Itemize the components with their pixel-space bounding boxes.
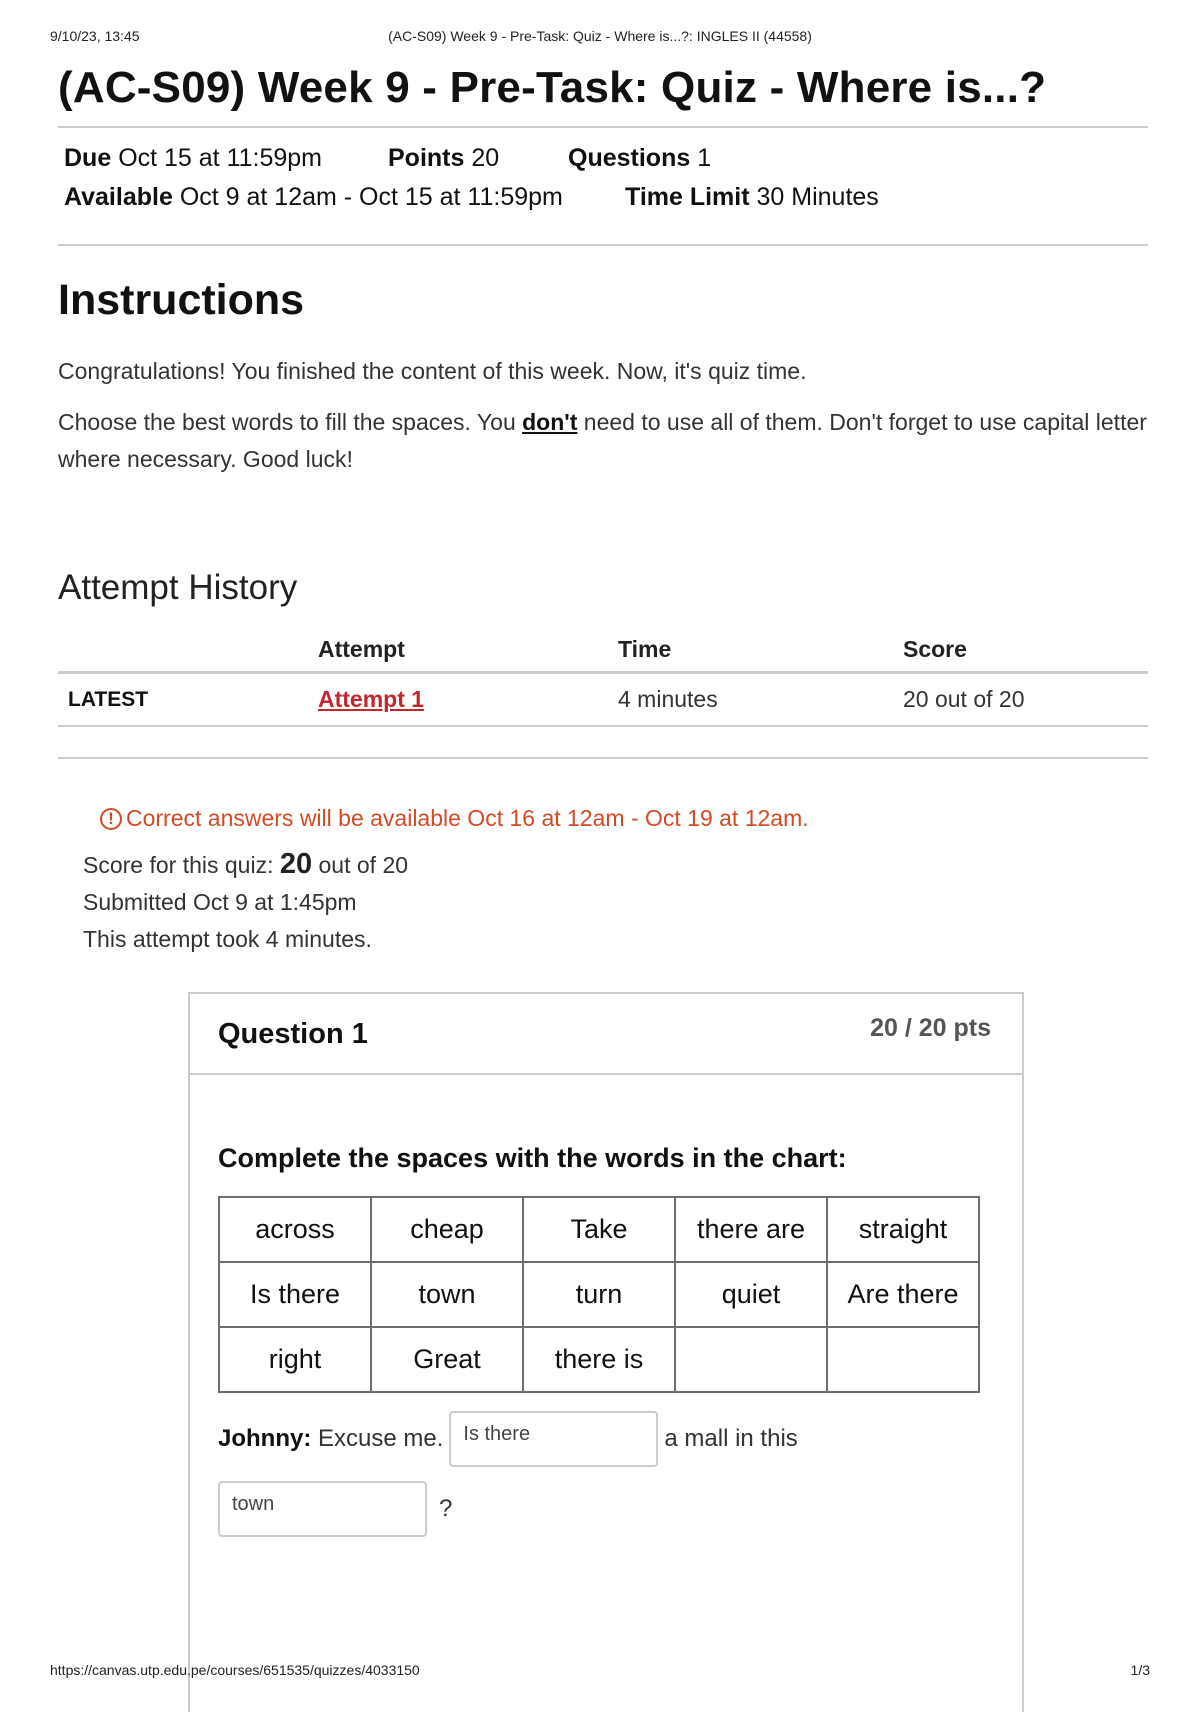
question-prompt: Complete the spaces with the words in the chart: — [218, 1143, 847, 1173]
time-limit-value: 30 Minutes — [756, 183, 879, 211]
word-chart-row — [219, 1327, 979, 1392]
page-title: (AC-S09) Week 9 - Pre-Task: Quiz - Where is...? — [58, 63, 1047, 112]
column-header-attempt: Attempt — [308, 630, 608, 673]
points-value: 20 — [471, 144, 500, 172]
time-cell: 4 minutes — [608, 673, 893, 727]
word-cell: cheap — [371, 1197, 523, 1262]
score-prefix: Score for this quiz: — [83, 852, 280, 878]
word-cell: across — [219, 1197, 371, 1262]
duration-line: This attempt took 4 minutes. — [83, 926, 372, 952]
word-cell — [675, 1327, 827, 1392]
instructions-paragraph-2 — [58, 404, 1148, 478]
print-header — [50, 28, 1150, 48]
quiz-details — [58, 128, 1148, 234]
available-label: Available — [64, 183, 173, 211]
attempt-cell — [308, 673, 608, 727]
dialog-text: a mall in this — [664, 1425, 798, 1452]
questions-detail — [568, 144, 711, 173]
word-cell: Are there — [827, 1262, 979, 1327]
time-limit-label: Time Limit — [625, 183, 750, 211]
answer-field-2[interactable]: town — [218, 1481, 427, 1537]
questions-value: 1 — [697, 144, 712, 172]
column-header — [58, 630, 308, 673]
instructions-paragraph-1: Congratulations! You finished the content of this week. Now, it's quiz time. — [58, 358, 807, 384]
print-footer — [50, 1662, 1150, 1678]
print-document-title: (AC-S09) Week 9 - Pre-Task: Quiz - Where is...?: INGLES II (44558) — [388, 28, 812, 44]
score-suffix: out of 20 — [312, 852, 409, 878]
page-number: 1/3 — [1130, 1662, 1150, 1678]
attempt-1-link[interactable]: Attempt 1 — [318, 686, 425, 712]
score-value: 20 — [279, 848, 313, 880]
word-chart — [218, 1196, 980, 1393]
column-header-time: Time — [608, 630, 893, 673]
available-value: Oct 9 at 12am - Oct 15 at 11:59pm — [179, 183, 563, 211]
due-detail — [64, 144, 322, 173]
question-points: 20 / 20 pts — [870, 1014, 991, 1042]
question-body — [190, 1143, 1022, 1537]
dialog-line-1 — [218, 1411, 994, 1467]
time-limit-detail — [625, 183, 879, 212]
word-cell: right — [219, 1327, 371, 1392]
dialog-text: ? — [439, 1495, 453, 1522]
word-cell: town — [371, 1262, 523, 1327]
latest-label: LATEST — [58, 673, 308, 727]
correct-answers-alert — [100, 805, 1148, 832]
print-url: https://canvas.utp.edu.pe/courses/651535/quizzes/4033150 — [50, 1662, 420, 1678]
print-date: 9/10/23, 13:45 — [50, 28, 140, 44]
table-header-row — [58, 630, 1148, 673]
word-cell: there is — [523, 1327, 675, 1392]
exclamation-circle-icon: ! — [100, 808, 122, 830]
score-summary — [83, 846, 1148, 958]
question-card — [188, 992, 1024, 1712]
attempt-history-heading: Attempt History — [58, 568, 298, 607]
dialog-text: Excuse me. — [318, 1425, 444, 1452]
speaker-name: Johnny: — [218, 1425, 312, 1452]
word-cell: quiet — [675, 1262, 827, 1327]
points-detail — [388, 144, 499, 173]
answer-field-1[interactable]: Is there — [449, 1411, 658, 1467]
points-label: Points — [388, 144, 465, 172]
submitted-line: Submitted Oct 9 at 1:45pm — [83, 889, 357, 915]
divider — [58, 244, 1148, 246]
word-cell: straight — [827, 1197, 979, 1262]
word-cell: Take — [523, 1197, 675, 1262]
question-header — [190, 994, 1022, 1075]
word-chart-row — [219, 1197, 979, 1262]
dialog-line-2 — [218, 1481, 994, 1537]
due-value: Oct 15 at 11:59pm — [118, 144, 323, 172]
table-row — [58, 673, 1148, 727]
word-cell — [827, 1327, 979, 1392]
instructions-text: need to use all of them. Don't forget to use capital letter where necessary. Good luck! — [58, 409, 1147, 472]
alert-text: Correct answers will be available Oct 16 at 12am - Oct 19 at 12am. — [126, 805, 809, 831]
instructions-text: Choose the best words to fill the spaces. You — [58, 409, 523, 435]
column-header-score: Score — [893, 630, 1148, 673]
available-detail — [64, 183, 563, 212]
attempt-history-table — [58, 630, 1148, 727]
score-cell: 20 out of 20 — [893, 673, 1148, 727]
word-chart-row — [219, 1262, 979, 1327]
word-cell: Is there — [219, 1262, 371, 1327]
quiz-score-line — [83, 846, 1148, 884]
quiz-content — [58, 60, 1148, 958]
divider — [58, 757, 1148, 759]
questions-label: Questions — [568, 144, 691, 172]
emphasis-dont: don't — [522, 409, 578, 435]
word-cell: there are — [675, 1197, 827, 1262]
instructions-heading: Instructions — [58, 276, 305, 324]
word-cell: Great — [371, 1327, 523, 1392]
question-name: Question 1 — [218, 1018, 368, 1050]
word-cell: turn — [523, 1262, 675, 1327]
due-label: Due — [64, 144, 112, 172]
